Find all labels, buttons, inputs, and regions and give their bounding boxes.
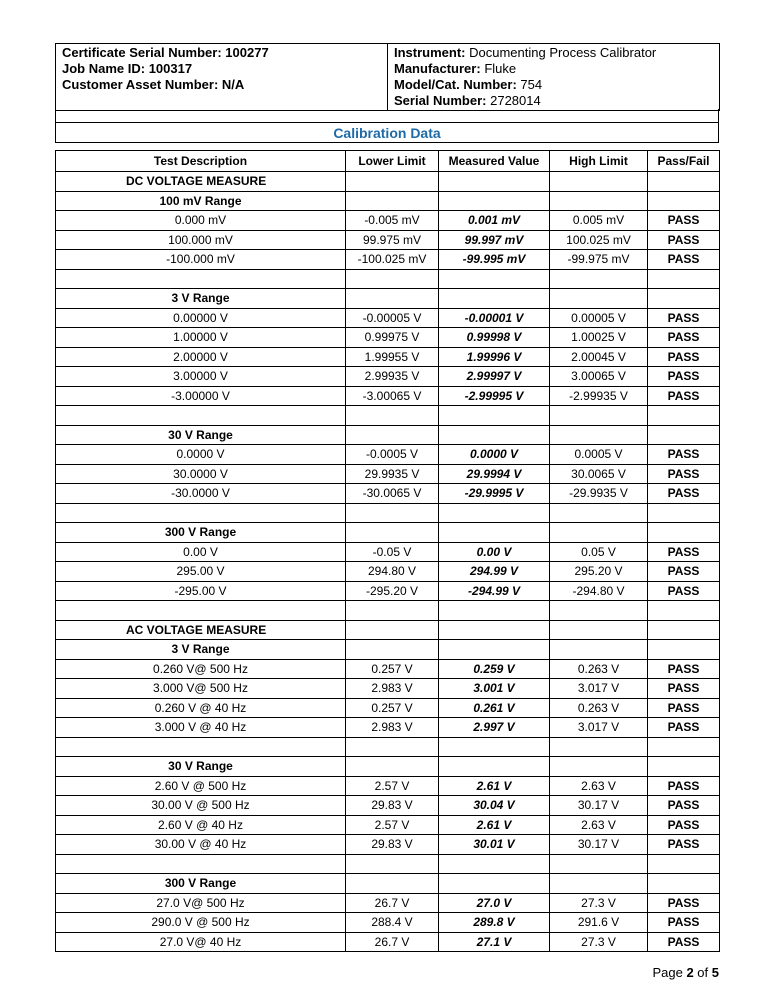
test-description-cell: 2.60 V @ 40 Hz [56, 815, 346, 835]
empty-cell [648, 523, 720, 543]
pass-fail-cell: PASS [648, 211, 720, 231]
test-description-cell: 2.60 V @ 500 Hz [56, 776, 346, 796]
high-limit-cell: 0.05 V [550, 542, 648, 562]
pass-fail-cell: PASS [648, 718, 720, 738]
table-row [56, 718, 720, 738]
empty-cell [648, 289, 720, 309]
lower-limit-cell: -0.00005 V [346, 308, 439, 328]
test-description-cell: -295.00 V [56, 581, 346, 601]
empty-cell [56, 406, 346, 426]
empty-cell [439, 601, 550, 621]
pass-fail-cell: PASS [648, 328, 720, 348]
empty-cell [550, 289, 648, 309]
lower-limit-cell: 0.99975 V [346, 328, 439, 348]
empty-cell [346, 620, 439, 640]
empty-cell [439, 640, 550, 660]
table-row [56, 893, 720, 913]
test-description-cell: 290.0 V @ 500 Hz [56, 913, 346, 933]
table-header-row [56, 151, 720, 172]
measured-value-cell: -29.9995 V [439, 484, 550, 504]
empty-cell [346, 503, 439, 523]
lower-limit-cell: 2.983 V [346, 679, 439, 699]
test-description-cell: 0.0000 V [56, 445, 346, 465]
test-description-cell: -30.0000 V [56, 484, 346, 504]
certificate-info-cell [56, 44, 388, 111]
empty-cell [346, 425, 439, 445]
pass-fail-cell: PASS [648, 893, 720, 913]
test-description-cell: 0.00000 V [56, 308, 346, 328]
measured-value-cell: 2.997 V [439, 718, 550, 738]
empty-cell [550, 874, 648, 894]
range-title: 30 V Range [56, 757, 346, 777]
empty-cell [346, 191, 439, 211]
empty-cell [648, 601, 720, 621]
empty-cell [346, 523, 439, 543]
empty-cell [346, 640, 439, 660]
lower-limit-cell: -0.005 mV [346, 211, 439, 231]
pass-fail-cell: PASS [648, 796, 720, 816]
empty-cell [550, 191, 648, 211]
pass-fail-cell: PASS [648, 679, 720, 699]
high-limit-cell: 295.20 V [550, 562, 648, 582]
empty-cell [346, 289, 439, 309]
empty-cell [346, 269, 439, 289]
lower-limit-cell: 29.83 V [346, 835, 439, 855]
header-spacer-row [55, 109, 719, 123]
range-header-row [56, 425, 720, 445]
high-limit-cell: 30.0065 V [550, 464, 648, 484]
test-description-cell: 30.0000 V [56, 464, 346, 484]
empty-cell [56, 503, 346, 523]
test-description-cell: 0.00 V [56, 542, 346, 562]
empty-cell [550, 737, 648, 757]
model-line: Model/Cat. Number: 754 [394, 77, 543, 92]
test-description-cell: 3.000 V @ 40 Hz [56, 718, 346, 738]
pass-fail-cell: PASS [648, 542, 720, 562]
high-limit-cell: 30.17 V [550, 796, 648, 816]
calibration-data-title: Calibration Data [55, 123, 719, 143]
empty-cell [648, 406, 720, 426]
test-description-cell: 2.00000 V [56, 347, 346, 367]
test-description-cell: 1.00000 V [56, 328, 346, 348]
table-row [56, 659, 720, 679]
pass-fail-cell: PASS [648, 776, 720, 796]
instrument-info-cell [388, 44, 720, 111]
empty-cell [56, 737, 346, 757]
column-header: Lower Limit [346, 151, 439, 172]
test-description-cell: 30.00 V @ 40 Hz [56, 835, 346, 855]
pass-fail-cell: PASS [648, 347, 720, 367]
measured-value-cell: 3.001 V [439, 679, 550, 699]
blank-row [56, 503, 720, 523]
table-row [56, 308, 720, 328]
lower-limit-cell: 2.983 V [346, 718, 439, 738]
empty-cell [346, 854, 439, 874]
measured-value-cell: 99.997 mV [439, 230, 550, 250]
empty-cell [550, 620, 648, 640]
empty-cell [439, 523, 550, 543]
page-number: Page 2 of 5 [652, 965, 719, 980]
range-header-row [56, 640, 720, 660]
column-header: Measured Value [439, 151, 550, 172]
table-row [56, 328, 720, 348]
range-header-row [56, 289, 720, 309]
lower-limit-cell: -0.0005 V [346, 445, 439, 465]
measured-value-cell: -0.00001 V [439, 308, 550, 328]
test-description-cell: 27.0 V@ 500 Hz [56, 893, 346, 913]
blank-row [56, 406, 720, 426]
range-title: 3 V Range [56, 640, 346, 660]
blank-row [56, 269, 720, 289]
table-row [56, 230, 720, 250]
pass-fail-cell: PASS [648, 464, 720, 484]
lower-limit-cell: 2.57 V [346, 815, 439, 835]
column-header: Pass/Fail [648, 151, 720, 172]
empty-cell [648, 874, 720, 894]
section-header-row [56, 172, 720, 192]
table-row [56, 932, 720, 952]
empty-cell [346, 406, 439, 426]
empty-cell [439, 620, 550, 640]
test-description-cell: -100.000 mV [56, 250, 346, 270]
lower-limit-cell: -30.0065 V [346, 484, 439, 504]
measured-value-cell: 2.61 V [439, 776, 550, 796]
measured-value-cell: -99.995 mV [439, 250, 550, 270]
test-description-cell: 0.000 mV [56, 211, 346, 231]
pass-fail-cell: PASS [648, 815, 720, 835]
test-description-cell: 295.00 V [56, 562, 346, 582]
measured-value-cell: 27.1 V [439, 932, 550, 952]
high-limit-cell: -99.975 mV [550, 250, 648, 270]
section-header-row [56, 620, 720, 640]
range-title: 300 V Range [56, 523, 346, 543]
table-row [56, 835, 720, 855]
high-limit-cell: -29.9935 V [550, 484, 648, 504]
lower-limit-cell: 0.257 V [346, 698, 439, 718]
high-limit-cell: 0.0005 V [550, 445, 648, 465]
test-description-cell: 0.260 V@ 500 Hz [56, 659, 346, 679]
range-header-row [56, 523, 720, 543]
empty-cell [648, 854, 720, 874]
empty-cell [550, 523, 648, 543]
measured-value-cell: 30.01 V [439, 835, 550, 855]
empty-cell [550, 172, 648, 192]
lower-limit-cell: -100.025 mV [346, 250, 439, 270]
empty-cell [550, 406, 648, 426]
pass-fail-cell: PASS [648, 308, 720, 328]
empty-cell [648, 640, 720, 660]
lower-limit-cell: 29.9935 V [346, 464, 439, 484]
table-row [56, 698, 720, 718]
empty-cell [648, 269, 720, 289]
lower-limit-cell: 29.83 V [346, 796, 439, 816]
empty-cell [439, 874, 550, 894]
high-limit-cell: 291.6 V [550, 913, 648, 933]
empty-cell [648, 503, 720, 523]
pass-fail-cell: PASS [648, 386, 720, 406]
empty-cell [439, 191, 550, 211]
high-limit-cell: 2.63 V [550, 776, 648, 796]
measured-value-cell: 0.99998 V [439, 328, 550, 348]
high-limit-cell: 2.00045 V [550, 347, 648, 367]
measured-value-cell: 294.99 V [439, 562, 550, 582]
lower-limit-cell: 288.4 V [346, 913, 439, 933]
certificate-serial-line: Certificate Serial Number: 100277 [62, 45, 269, 60]
high-limit-cell: 27.3 V [550, 893, 648, 913]
column-header: High Limit [550, 151, 648, 172]
measured-value-cell: 0.001 mV [439, 211, 550, 231]
high-limit-cell: 3.00065 V [550, 367, 648, 387]
empty-cell [439, 757, 550, 777]
pass-fail-cell: PASS [648, 445, 720, 465]
empty-cell [648, 737, 720, 757]
measured-value-cell: -2.99995 V [439, 386, 550, 406]
high-limit-cell: 100.025 mV [550, 230, 648, 250]
empty-cell [439, 406, 550, 426]
high-limit-cell: 2.63 V [550, 815, 648, 835]
pass-fail-cell: PASS [648, 230, 720, 250]
measured-value-cell: 2.61 V [439, 815, 550, 835]
empty-cell [648, 757, 720, 777]
range-title: 300 V Range [56, 874, 346, 894]
empty-cell [346, 757, 439, 777]
empty-cell [439, 172, 550, 192]
table-row [56, 776, 720, 796]
pass-fail-cell: PASS [648, 250, 720, 270]
empty-cell [346, 172, 439, 192]
blank-row [56, 854, 720, 874]
empty-cell [439, 854, 550, 874]
test-description-cell: 3.00000 V [56, 367, 346, 387]
serial-number-line: Serial Number: 2728014 [394, 93, 541, 108]
high-limit-cell: 0.005 mV [550, 211, 648, 231]
lower-limit-cell: 0.257 V [346, 659, 439, 679]
empty-cell [550, 503, 648, 523]
manufacturer-line: Manufacturer: Fluke [394, 61, 517, 76]
measured-value-cell: 289.8 V [439, 913, 550, 933]
measured-value-cell: 29.9994 V [439, 464, 550, 484]
column-header: Test Description [56, 151, 346, 172]
range-header-row [56, 874, 720, 894]
measured-value-cell: 2.99997 V [439, 367, 550, 387]
range-title: 100 mV Range [56, 191, 346, 211]
empty-cell [439, 503, 550, 523]
table-row [56, 484, 720, 504]
lower-limit-cell: 2.99935 V [346, 367, 439, 387]
test-description-cell: -3.00000 V [56, 386, 346, 406]
measured-value-cell: 27.0 V [439, 893, 550, 913]
range-header-row [56, 757, 720, 777]
measured-value-cell: -294.99 V [439, 581, 550, 601]
calibration-data-table [55, 150, 720, 952]
lower-limit-cell: -0.05 V [346, 542, 439, 562]
high-limit-cell: 27.3 V [550, 932, 648, 952]
empty-cell [648, 191, 720, 211]
high-limit-cell: 0.263 V [550, 659, 648, 679]
pass-fail-cell: PASS [648, 562, 720, 582]
high-limit-cell: -2.99935 V [550, 386, 648, 406]
table-row [56, 367, 720, 387]
table-row [56, 815, 720, 835]
empty-cell [550, 640, 648, 660]
blank-row [56, 601, 720, 621]
high-limit-cell: 0.263 V [550, 698, 648, 718]
pass-fail-cell: PASS [648, 367, 720, 387]
empty-cell [439, 425, 550, 445]
pass-fail-cell: PASS [648, 581, 720, 601]
instrument-line: Instrument: Documenting Process Calibrator [394, 45, 657, 60]
measured-value-cell: 30.04 V [439, 796, 550, 816]
high-limit-cell: 0.00005 V [550, 308, 648, 328]
lower-limit-cell: 294.80 V [346, 562, 439, 582]
empty-cell [346, 601, 439, 621]
empty-cell [56, 601, 346, 621]
lower-limit-cell: 99.975 mV [346, 230, 439, 250]
table-row [56, 347, 720, 367]
test-description-cell: 3.000 V@ 500 Hz [56, 679, 346, 699]
table-row [56, 386, 720, 406]
pass-fail-cell: PASS [648, 835, 720, 855]
test-description-cell: 27.0 V@ 40 Hz [56, 932, 346, 952]
customer-asset-line: Customer Asset Number: N/A [62, 77, 245, 92]
empty-cell [648, 425, 720, 445]
high-limit-cell: 3.017 V [550, 718, 648, 738]
section-title: DC VOLTAGE MEASURE [56, 172, 346, 192]
table-row [56, 679, 720, 699]
test-description-cell: 100.000 mV [56, 230, 346, 250]
empty-cell [346, 874, 439, 894]
empty-cell [550, 854, 648, 874]
high-limit-cell: -294.80 V [550, 581, 648, 601]
section-title: AC VOLTAGE MEASURE [56, 620, 346, 640]
empty-cell [439, 289, 550, 309]
table-row [56, 464, 720, 484]
measured-value-cell: 0.261 V [439, 698, 550, 718]
empty-cell [648, 620, 720, 640]
table-row [56, 581, 720, 601]
table-row [56, 250, 720, 270]
pass-fail-cell: PASS [648, 913, 720, 933]
empty-cell [346, 737, 439, 757]
lower-limit-cell: 2.57 V [346, 776, 439, 796]
pass-fail-cell: PASS [648, 484, 720, 504]
certificate-header [55, 43, 720, 111]
empty-cell [550, 601, 648, 621]
high-limit-cell: 3.017 V [550, 679, 648, 699]
job-name-line: Job Name ID: 100317 [62, 61, 193, 76]
table-row [56, 562, 720, 582]
measured-value-cell: 1.99996 V [439, 347, 550, 367]
table-row [56, 913, 720, 933]
measured-value-cell: 0.0000 V [439, 445, 550, 465]
empty-cell [550, 757, 648, 777]
empty-cell [648, 172, 720, 192]
empty-cell [439, 737, 550, 757]
lower-limit-cell: 1.99955 V [346, 347, 439, 367]
lower-limit-cell: -3.00065 V [346, 386, 439, 406]
measured-value-cell: 0.259 V [439, 659, 550, 679]
lower-limit-cell: 26.7 V [346, 893, 439, 913]
table-row [56, 796, 720, 816]
range-header-row [56, 191, 720, 211]
empty-cell [550, 425, 648, 445]
high-limit-cell: 1.00025 V [550, 328, 648, 348]
test-description-cell: 0.260 V @ 40 Hz [56, 698, 346, 718]
lower-limit-cell: -295.20 V [346, 581, 439, 601]
lower-limit-cell: 26.7 V [346, 932, 439, 952]
high-limit-cell: 30.17 V [550, 835, 648, 855]
table-row [56, 211, 720, 231]
table-row [56, 542, 720, 562]
measured-value-cell: 0.00 V [439, 542, 550, 562]
pass-fail-cell: PASS [648, 659, 720, 679]
empty-cell [56, 854, 346, 874]
pass-fail-cell: PASS [648, 932, 720, 952]
range-title: 3 V Range [56, 289, 346, 309]
table-row [56, 445, 720, 465]
blank-row [56, 737, 720, 757]
pass-fail-cell: PASS [648, 698, 720, 718]
empty-cell [550, 269, 648, 289]
empty-cell [439, 269, 550, 289]
test-description-cell: 30.00 V @ 500 Hz [56, 796, 346, 816]
range-title: 30 V Range [56, 425, 346, 445]
empty-cell [56, 269, 346, 289]
